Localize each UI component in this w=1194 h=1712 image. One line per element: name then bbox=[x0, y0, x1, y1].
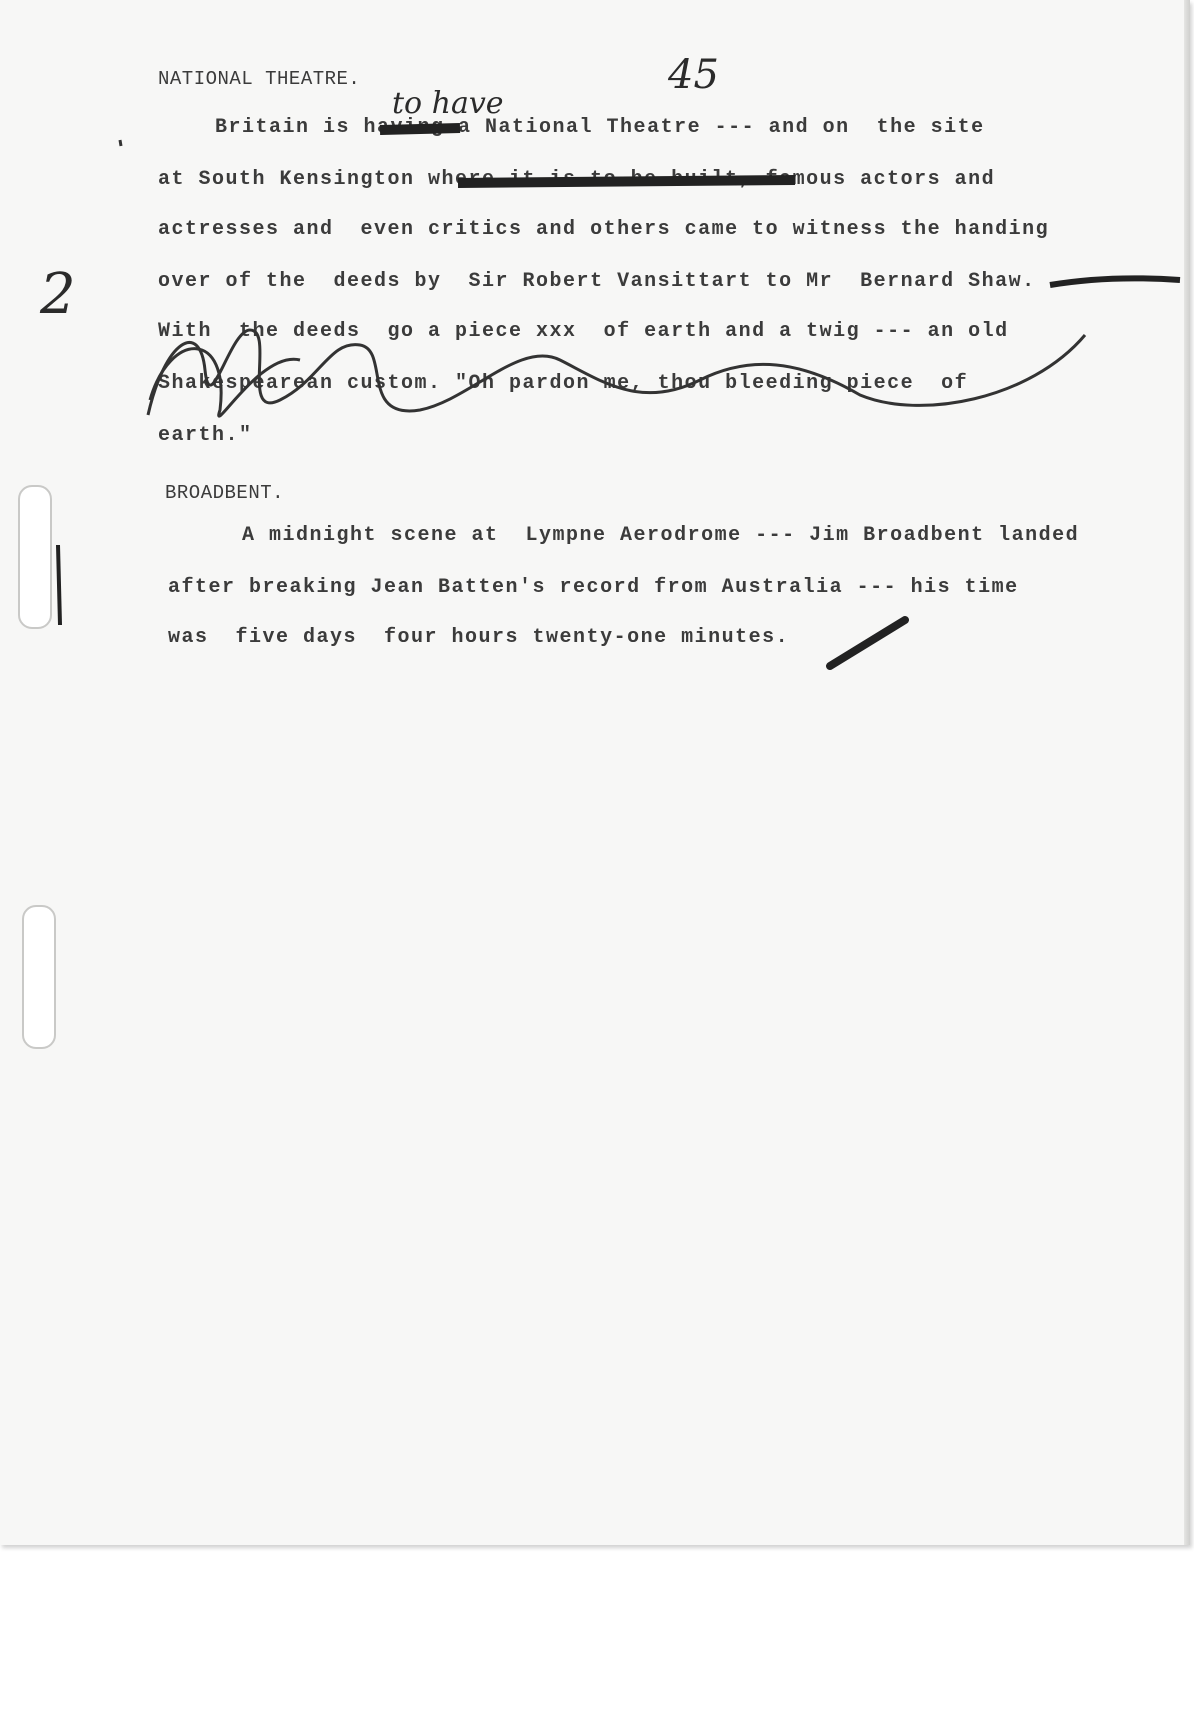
punch-hole-bottom bbox=[22, 905, 56, 1049]
page-number-handwritten: 45 bbox=[668, 52, 719, 98]
para1-line-7: earth." bbox=[158, 424, 253, 447]
para1-line-3: actresses and even critics and others came to witness the handing bbox=[158, 218, 1050, 241]
para1-line-6: Shakespearean custom. "Oh pardon me, thou bleeding piece of bbox=[158, 372, 969, 395]
insertion-handwritten: to have bbox=[392, 86, 504, 121]
para2-line-1: A midnight scene at Lympne Aerodrome --- Jim Broadbent landed bbox=[242, 524, 1080, 547]
para1-line-1: Britain is having a National Theatre --- and on the site bbox=[215, 116, 985, 139]
para1-line-2: at South Kensington where it is to be built, famous actors and bbox=[158, 168, 996, 191]
heading-national-theatre: NATIONAL THEATRE. bbox=[158, 68, 361, 90]
sheet-edge bbox=[1184, 0, 1190, 1545]
para2-line-3: was five days four hours twenty-one minutes. bbox=[168, 626, 790, 649]
heading-broadbent: BROADBENT. bbox=[165, 482, 285, 504]
para2-line-2: after breaking Jean Batten's record from Australia --- his time bbox=[168, 576, 1019, 599]
margin-mark-handwritten: 2 bbox=[40, 262, 76, 327]
para1-line-4: over of the deeds by Sir Robert Vansittart to Mr Bernard Shaw. bbox=[158, 270, 1036, 293]
para1-line-5: With the deeds go a piece xxx of earth and a twig --- an old bbox=[158, 320, 1009, 343]
punch-hole-top bbox=[18, 485, 52, 629]
